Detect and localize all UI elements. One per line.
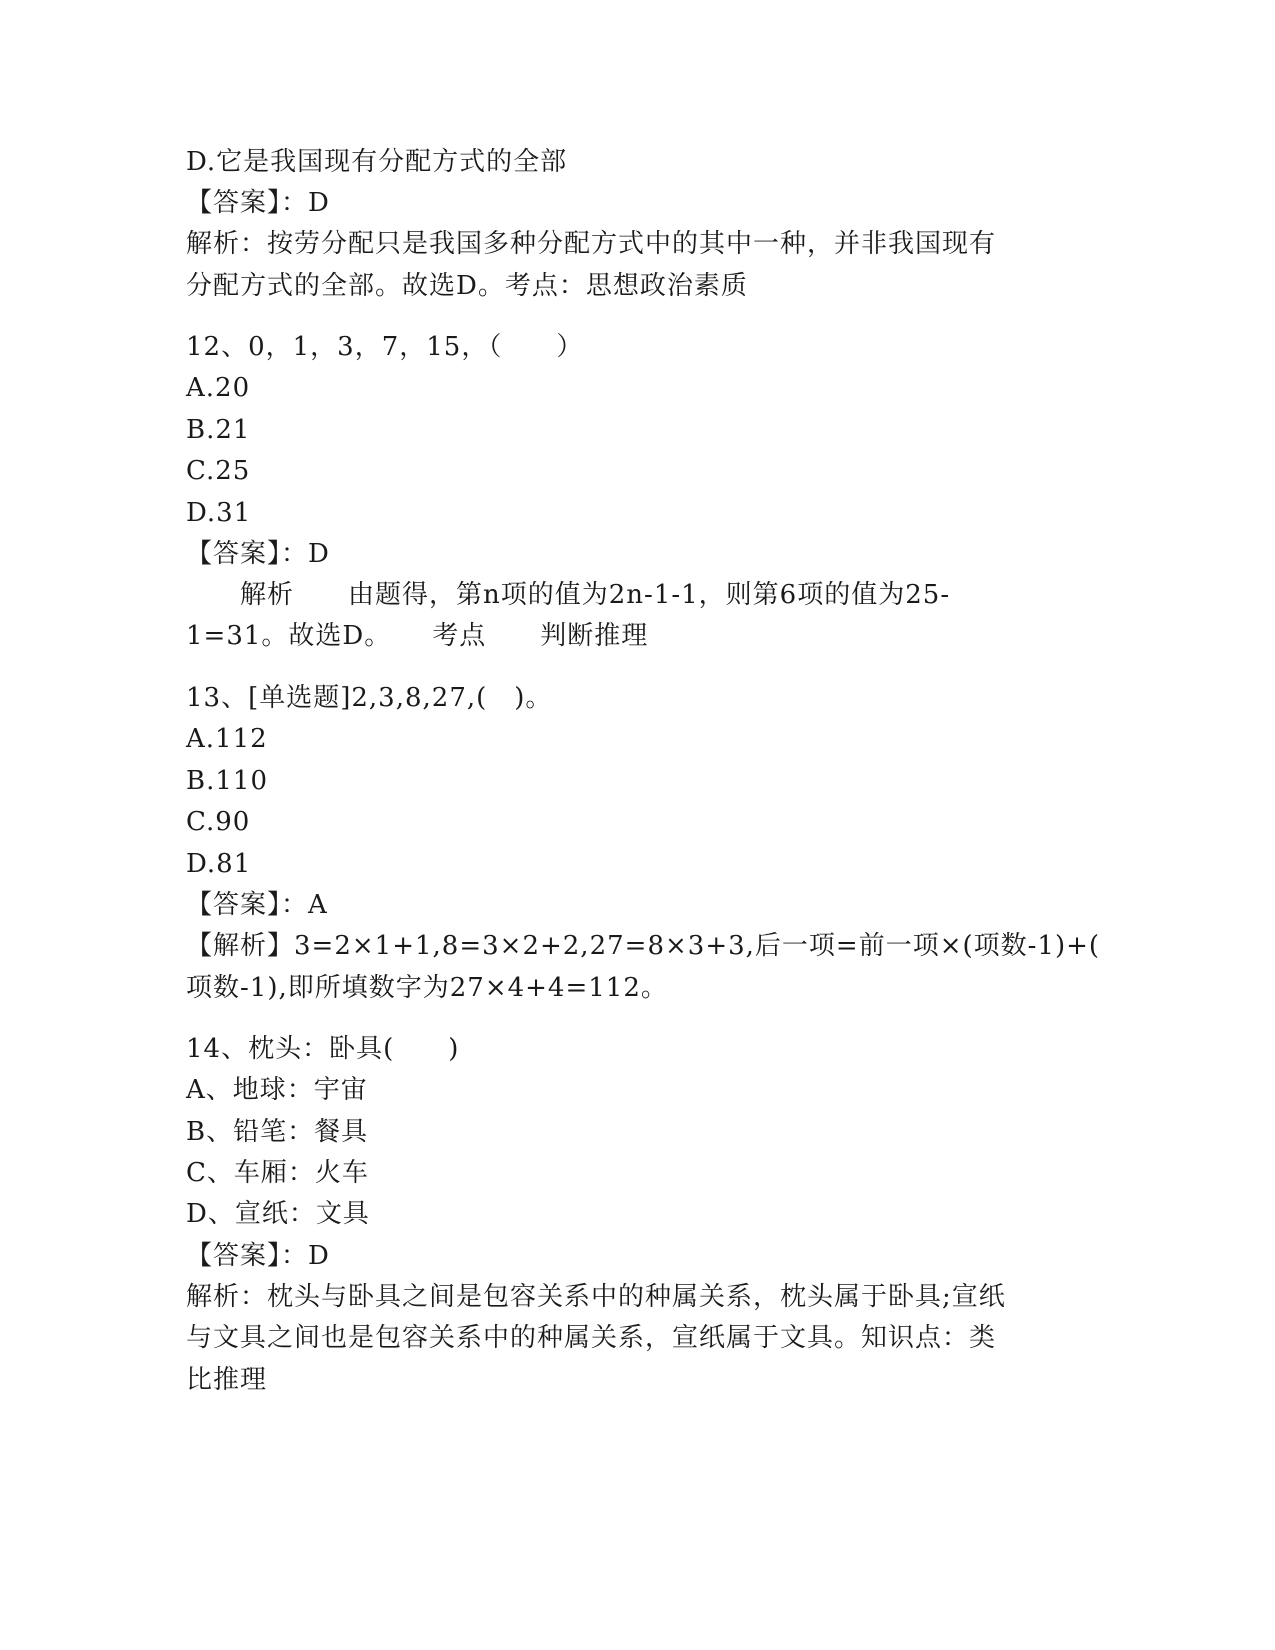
q14-option-b: B、铅笔：餐具 (186, 1117, 369, 1147)
q12-analysis-line2: 1=31。故选D。 考点 判断推理 (186, 621, 649, 651)
q13-question: 13、[单选题]2,3,8,27,( )。 (186, 683, 553, 713)
q14-option-a: A、地球：宇宙 (186, 1075, 368, 1105)
q12-answer: 【答案】：D (186, 539, 330, 569)
q12-analysis-line1: 解析 由题得，第n项的值为2n-1-1，则第6项的值为25- (186, 580, 951, 610)
q11-answer: 【答案】：D (186, 188, 330, 218)
q12-option-c: C.25 (186, 456, 251, 486)
q14-analysis-line2: 与文具之间也是包容关系中的种属关系，宣纸属于文具。知识点：类 (186, 1323, 997, 1353)
q13-answer: 【答案】：A (186, 890, 328, 920)
q14-option-d: D、宣纸：文具 (186, 1199, 370, 1229)
q11-analysis-line2: 分配方式的全部。故选D。考点：思想政治素质 (186, 271, 748, 301)
q13-option-b: B.110 (186, 766, 268, 796)
q13-analysis-line2: 项数-1),即所填数字为27×4+4=112。 (186, 973, 668, 1003)
q13-option-d: D.81 (186, 849, 252, 879)
q12-option-a: A.20 (186, 373, 251, 403)
q11-analysis-line1: 解析：按劳分配只是我国多种分配方式中的其中一种，并非我国现有 (186, 229, 997, 259)
q11-option-d: D.它是我国现有分配方式的全部 (186, 147, 568, 177)
q14-question: 14、枕头：卧具( ) (186, 1034, 460, 1064)
q13-analysis-line1: 【解析】3=2×1+1,8=3×2+2,27=8×3+3,后一项=前一项×(项数-1)+( (186, 931, 1101, 961)
q14-analysis-line1: 解析：枕头与卧具之间是包容关系中的种属关系，枕头属于卧具;宣纸 (186, 1282, 1006, 1312)
q12-option-b: B.21 (186, 415, 251, 445)
q12-option-d: D.31 (186, 498, 252, 528)
q13-option-c: C.90 (186, 807, 251, 837)
q13-option-a: A.112 (186, 724, 268, 754)
q12-question: 12、0，1，3，7，15，（ ） (186, 332, 584, 362)
q14-analysis-line3: 比推理 (186, 1365, 268, 1395)
q14-option-c: C、车厢：火车 (186, 1158, 369, 1188)
q14-answer: 【答案】：D (186, 1241, 330, 1271)
